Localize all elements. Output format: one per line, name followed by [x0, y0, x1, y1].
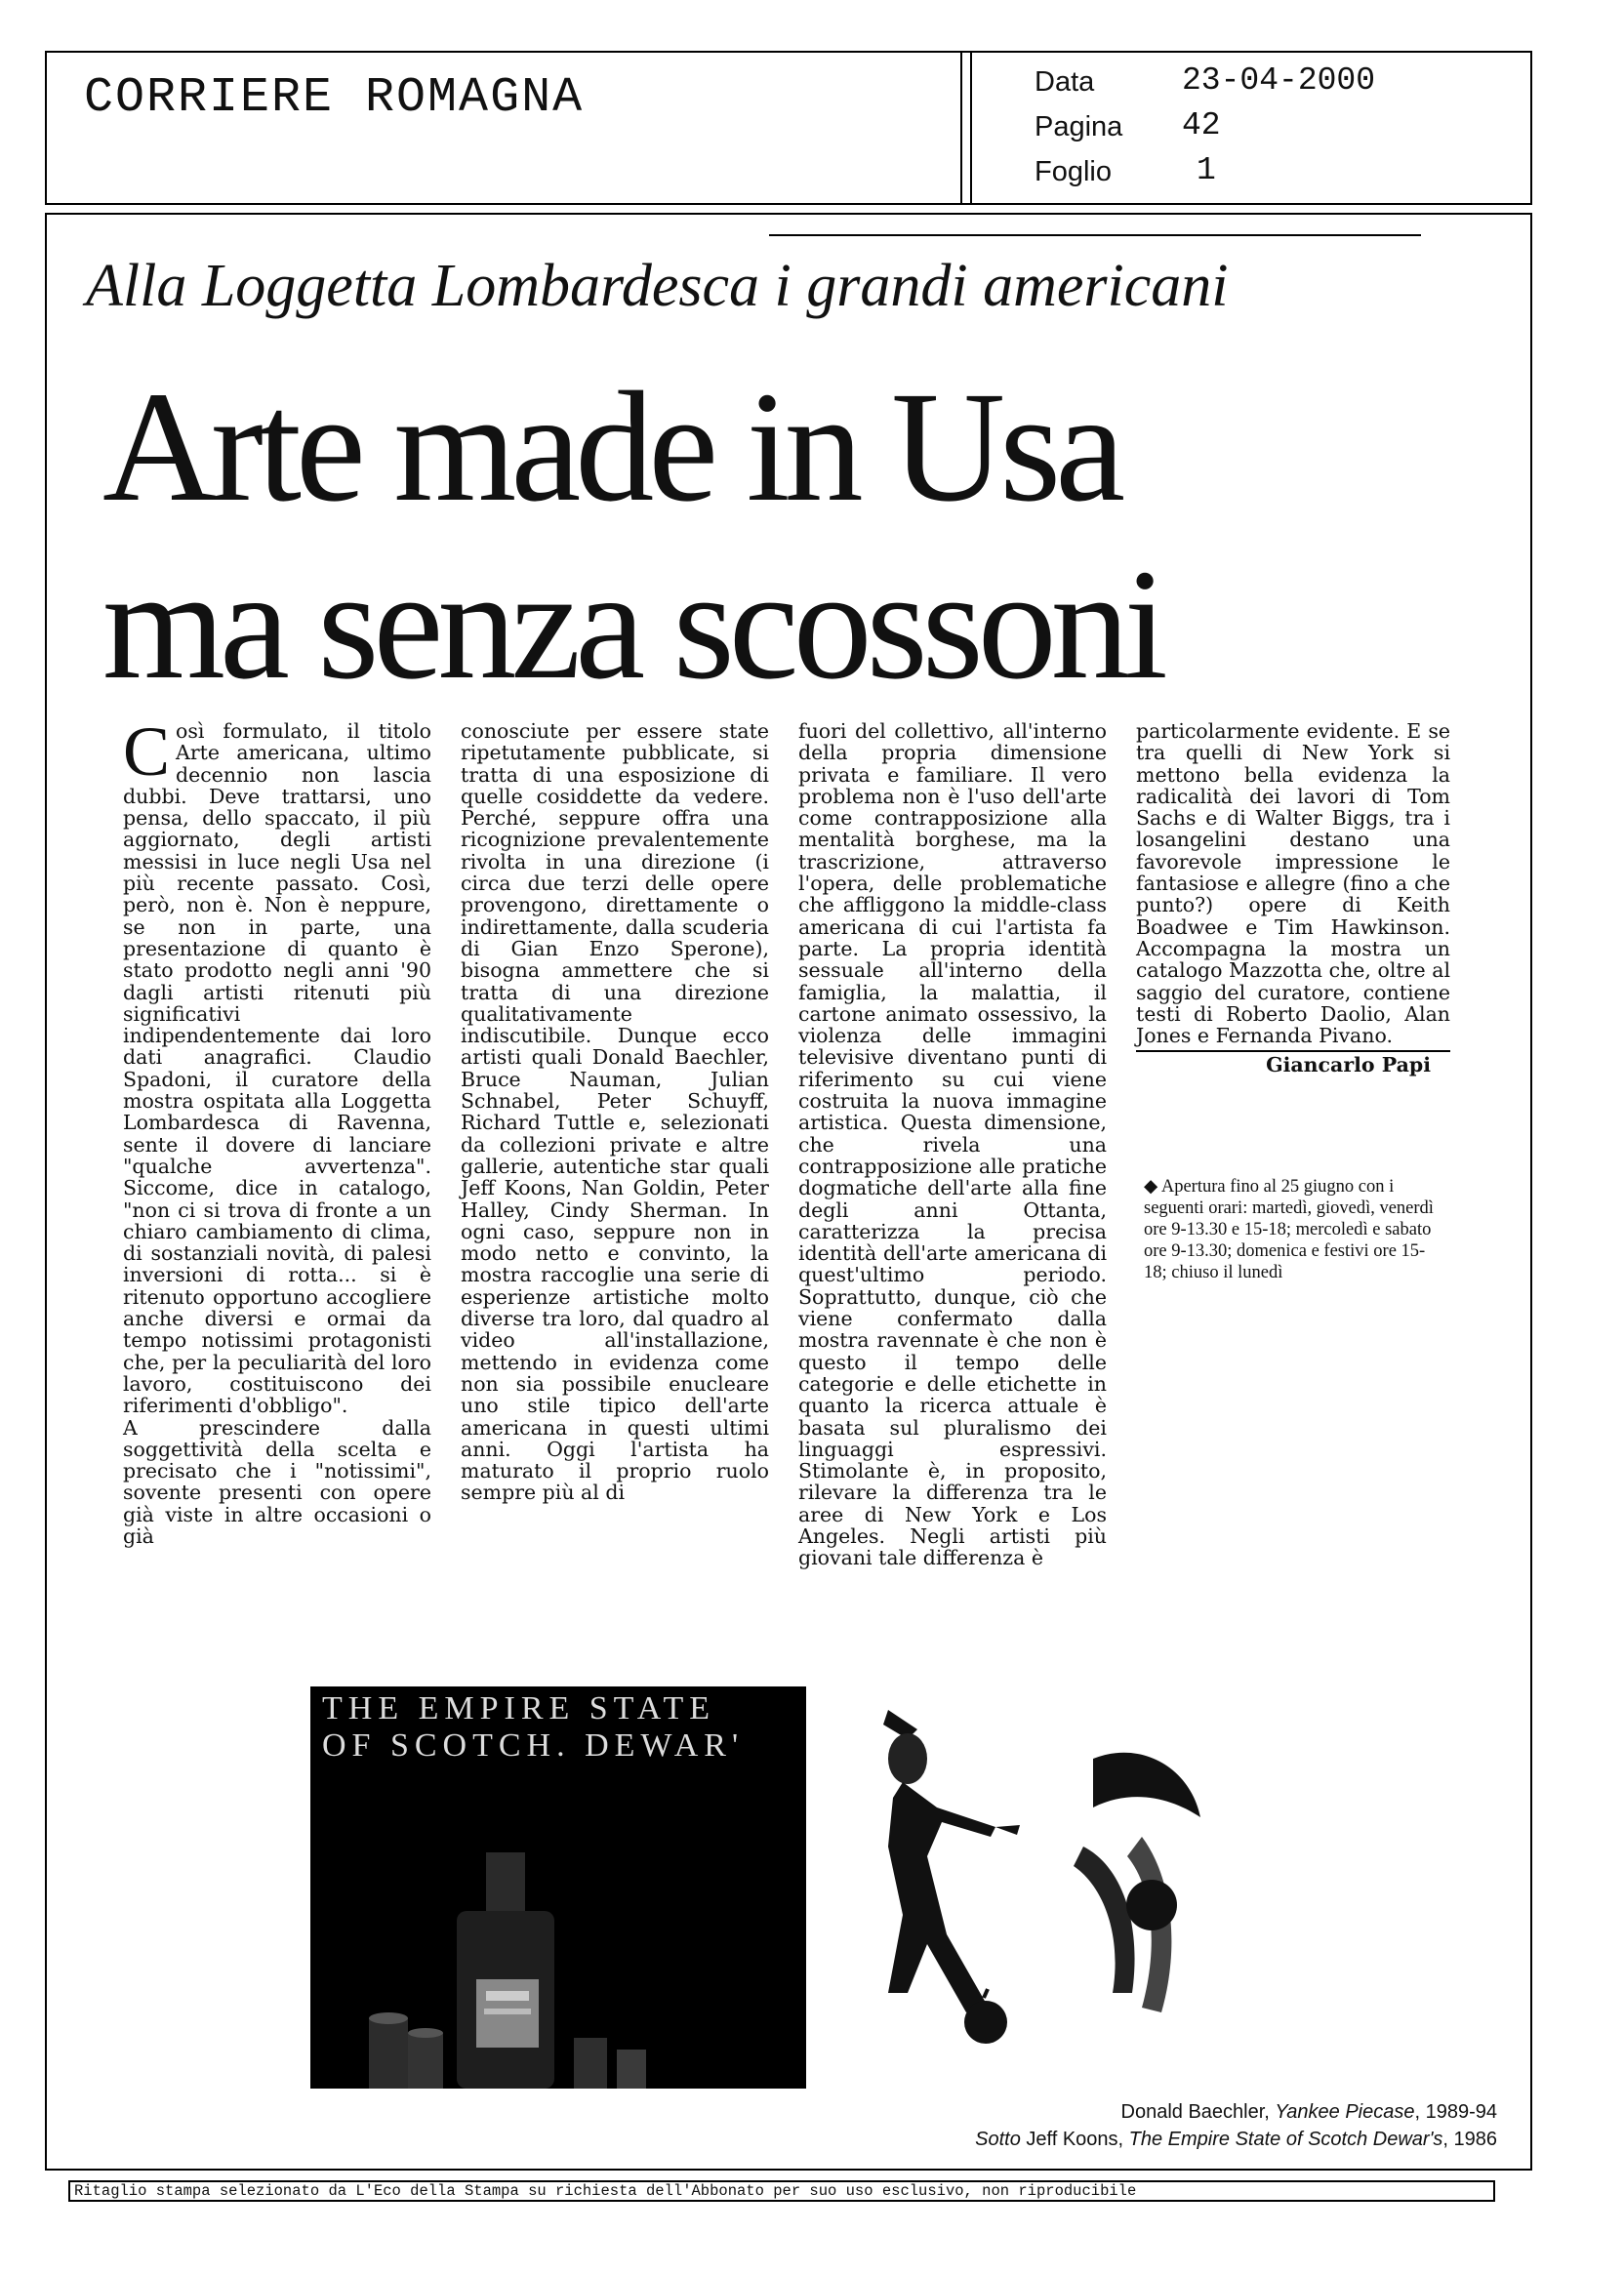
caption-1-year: , 1989-94: [1414, 2101, 1497, 2123]
clipping-header: [45, 51, 1532, 205]
drop-cap: C: [123, 712, 171, 791]
photo-koons-dewars: [310, 1686, 806, 2089]
bottle-illustration: [310, 1686, 806, 2089]
sheet-label: Foglio: [1035, 156, 1112, 187]
column-3-text: fuori del collettivo, all'interno della propria dimensione privata e familiare. Il vero problema non è l'uso dell'arte come contrapposizione alla mentalità borghese, ma la trascrizione, attraverso l'opera, delle problematiche che affliggono la middle-class americana di cui l'artista fa parte. La propria identità sessuale all'interno della famiglia, la malattia, il cartone animato ossessivo, la violenza delle immagini televisive diventano punti di riferimento su cui viene costruita la nuova immagine artistica. Questa dimensione, che rivela una contrapposizione alle pratiche dogmatiche dell'arte alla fine degli anni Ottanta, caratterizza la precisa identità dell'arte americana di quest'ultimo periodo. Soprattutto, dunque, ciò che viene confermato dalla mostra ravennate è che non è questo il tempo delle categorie e delle etichette in quanto la ricerca attuale è basata sul pluralismo dei linguaggi espressivi. Stimolante è, in proposito, rilevare la differenza tra le aree di New York e Los Angeles. Negli artisti più giovani tale differenza è: [798, 719, 1107, 1570]
caption-2-year: , 1986: [1442, 2129, 1497, 2150]
column-1-text: osì formulato, il titolo Arte americana, ultimo decennio non lascia dubbi. Deve trattarsi, uno pensa, dello spaccato, il più aggiornato, degli artisti messisi in luce negli Usa nel più recente passato. Così, però, non è. Non è neppure, se non in parte, una presentazione di quanto è stato prodotto negli anni '90 dagli artisti ritenuti più significativi indipendentemente dai loro dati anagrafici. Claudio Spadoni, il curatore della mostra ospitata alla Loggetta Lombardesca di Ravenna, sente il dovere di lanciare "qualche avvertenza". Siccome, dice in catalogo, "non ci si trova di fronte a un chiaro cambiamento di clima, di sostanziali novità, di palesi inversioni di rotta... si è ritenuto opportuno accogliere anche diversi e ormai da tempo notissimi protagonisti che, per la peculiarità del loro lavoro, costituiscono dei riferimenti d'obbligo".: [123, 719, 431, 1418]
article-column-2: [461, 720, 769, 1504]
caption-2-title: The Empire State of Scotch Dewar's: [1128, 2129, 1443, 2150]
article-column-4: [1136, 720, 1450, 1076]
date-value: 23-04-2000: [1182, 62, 1376, 99]
article-kicker: Alla Loggetta Lombardesca i grandi americani: [86, 253, 1229, 319]
article-column-1: [123, 712, 431, 1548]
article-column-3: [798, 720, 1107, 1569]
article-byline: Giancarlo Papi: [1136, 1050, 1450, 1076]
date-label: Data: [1035, 66, 1095, 98]
clipping-meta-box: [970, 53, 1532, 203]
caption-1-artist: Donald Baechler,: [1120, 2101, 1276, 2123]
caption-line-2: [975, 2126, 1497, 2153]
caption-2-artist: Jeff Koons,: [1020, 2129, 1129, 2150]
column-1-text-b: A prescindere dalla soggettività della scelta e precisato che i "notissimi", sovente presenti con opere già viste in altre occasioni o già: [123, 1415, 431, 1548]
column-4-text: particolarmente evidente. E se tra quelli di New York si mettono bella evidenza la radicalità dei lavori di Tom Sachs e di Walter Biggs, tra i losangelini destano una favorevole impressione le fantasiose e allegre (fino a che punto?) opere di Keith Boadwee e Tim Hawkinson. Accompagna la mostra un catalogo Mazzotta che, oltre al saggio del curatore, contiene testi di Roberto Daolio, Alan Jones e Fernanda Pivano.: [1136, 719, 1450, 1048]
caption-line-1: [975, 2098, 1497, 2126]
newspaper-name: CORRIERE ROMAGNA: [84, 70, 585, 126]
newspaper-name-box: [47, 53, 962, 203]
headline-line-2: ma senza scossoni: [102, 538, 1162, 712]
page-value: 42: [1182, 107, 1221, 143]
caption-2-prefix: Sotto: [975, 2129, 1021, 2150]
kicker-rule: [769, 234, 1421, 236]
exhibition-info-note: ◆ Apertura fino al 25 giugno con i seguenti orari: martedì, giovedì, venerdì ore 9-13.30 e 15-18; mercoledì e sabato ore 9-13.30; domenica e festivi ore 15-18; chiuso il lunedì: [1144, 1177, 1434, 1282]
column-2-text: conosciute per essere state ripetutamente pubblicate, si tratta di una esposizione di quelle cosiddette da vedere. Perché, seppure offra una ricognizione prevalentemente rivolta in una direzione (i circa due terzi delle opere provengono, direttamente o indirettamente, dalla scuderia di Gian Enzo Sperone), bisogna ammettere che si tratta di una direzione qualitativamente indiscutibile. Dunque ecco artisti quali Donald Baechler, Bruce Nauman, Julian Schnabel, Peter Schuyff, Richard Tuttle e, selezionati da collezioni private e altre gallerie, autentiche star quali Jeff Koons, Nan Goldin, Peter Halley, Cindy Sherman. In ogni caso, seppure non in modo netto e convinto, la mostra raccoglie una serie di esperienze artistiche molto diverse tra loro, dal quadro al video all'installazione, mettendo in evidenza come non sia possibile enucleare uno stile tipico dell'arte americana in questi ultimi anni. Oggi l'artista ha maturato il proprio ruolo sempre più al di: [461, 719, 769, 1505]
clipping-footer: Ritaglio stampa selezionato da L'Eco della Stampa su richiesta dell'Abbonato per suo uso esclusivo, non riproducibile: [68, 2180, 1495, 2202]
caption-1-title: Yankee Piecase: [1275, 2101, 1415, 2123]
headline-line-1: Arte made in Usa: [102, 360, 1120, 535]
painting-baechler: [849, 1700, 1210, 2071]
photo-caption: [975, 2098, 1497, 2153]
photo-koons-text-line-2: OF SCOTCH. DEWAR': [322, 1727, 745, 1764]
page-label: Pagina: [1035, 111, 1123, 142]
photo-koons-text-line-1: THE EMPIRE STATE: [322, 1690, 716, 1726]
sheet-value: 1: [1197, 152, 1216, 188]
